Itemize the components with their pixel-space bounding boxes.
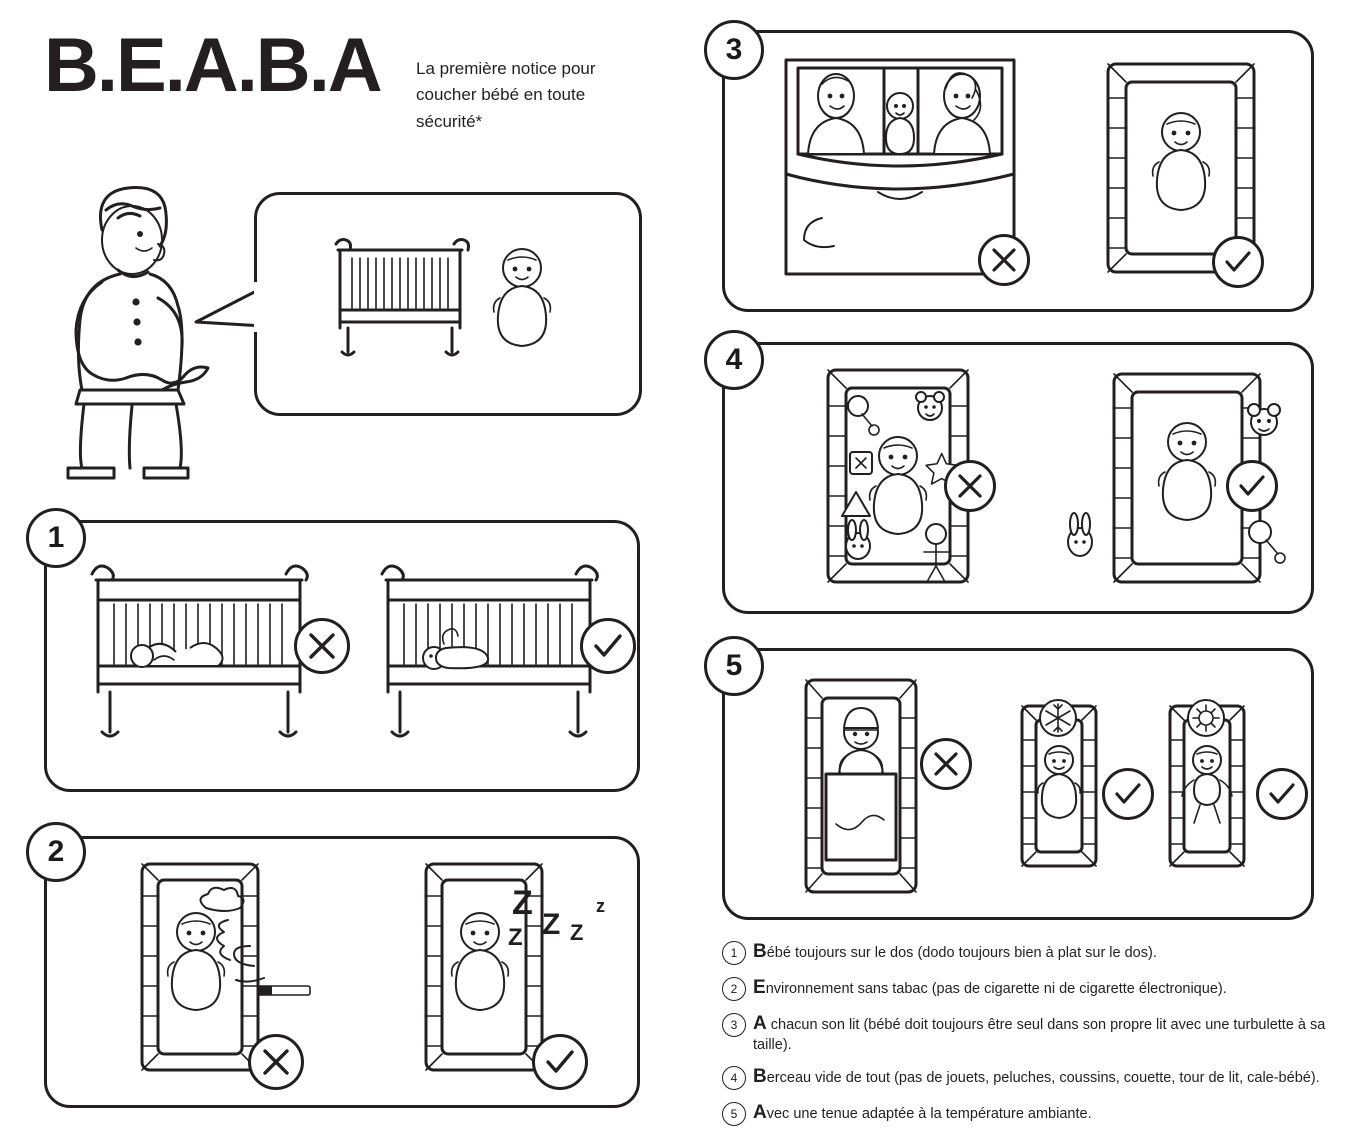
- step-4-wrong-mark: [944, 460, 996, 512]
- step-1-wrong-mark: [294, 618, 350, 674]
- legend-list: [722, 940, 1334, 1137]
- legend-body: ébé toujours sur le dos (dodo toujours bien à plat sur le dos).: [766, 945, 1157, 961]
- baby-on-stomach-in-crib-icon: [84, 556, 314, 746]
- zzz-letter: Z: [512, 884, 533, 922]
- step-5-badge: 5: [704, 636, 764, 696]
- legend-item: [722, 976, 1334, 1001]
- baby-on-back-in-crib-icon: [374, 556, 604, 746]
- step-2-badge: 2: [26, 822, 86, 882]
- baby-under-duvet-overdressed-icon: [796, 674, 926, 898]
- legend-initial: A: [753, 1013, 767, 1034]
- step-5-right-mark-warm: [1256, 768, 1308, 820]
- zzz-letter: Z: [570, 920, 584, 945]
- zzz-letter: Z: [542, 908, 561, 941]
- page-title: B.E.A.B.A: [44, 23, 381, 108]
- swaddled-baby-icon: [484, 246, 560, 350]
- legend-body: nvironnement sans tabac (pas de cigarette ni de cigarette électronique).: [765, 981, 1227, 997]
- legend-body: chacun son lit (bébé doit toujours être seul dans son propre lit avec une turbulette à sa taille).: [753, 1017, 1326, 1053]
- step-5-wrong-mark: [920, 738, 972, 790]
- step-3-badge: 3: [704, 20, 764, 80]
- legend-item: [722, 1101, 1334, 1126]
- crib-icon: [330, 236, 470, 358]
- legend-line: [753, 1101, 1092, 1125]
- bunny-icon-outside: [1060, 504, 1100, 564]
- legend-line: [753, 940, 1157, 964]
- teddy-bear-icon: [916, 392, 944, 420]
- cigarette-smoke-near-baby-icon: [130, 856, 340, 1086]
- step-2-wrong-mark: [248, 1034, 304, 1090]
- step-3-right-mark: [1212, 236, 1264, 288]
- legend-number: 2: [722, 977, 746, 1001]
- snowflake-icon: [1038, 698, 1078, 738]
- legend-number: 4: [722, 1066, 746, 1090]
- legend-line: [753, 1065, 1320, 1089]
- legend-initial: E: [753, 977, 766, 998]
- rattle-icon-outside: [1246, 518, 1290, 566]
- legend-item: [722, 1065, 1334, 1090]
- doll-icon: [924, 524, 948, 580]
- rattle-icon: [848, 396, 879, 435]
- block-icon: [850, 452, 872, 474]
- legend-initial: B: [753, 941, 767, 962]
- sun-icon: [1186, 698, 1226, 738]
- zzz-letter: Z: [508, 924, 523, 951]
- legend-initial: B: [753, 1065, 767, 1087]
- legend-item: [722, 940, 1334, 965]
- step-4-right-mark: [1226, 460, 1278, 512]
- step-4-badge: 4: [704, 330, 764, 390]
- step-1-right-mark: [580, 618, 636, 674]
- legend-item: [722, 1012, 1334, 1054]
- legend-number: 3: [722, 1013, 746, 1037]
- zzz-letter: z: [596, 896, 605, 916]
- legend-number: 5: [722, 1102, 746, 1126]
- legend-initial: A: [753, 1101, 767, 1123]
- bunny-icon: [846, 520, 870, 559]
- legend-body: erceau vide de tout (pas de jouets, peluches, coussins, couette, tour de lit, cale-bébé).: [766, 1069, 1320, 1086]
- teddy-bear-icon-outside: [1240, 392, 1288, 446]
- legend-number: 1: [722, 941, 746, 965]
- legend-body: vec une tenue adaptée à la température ambiante.: [766, 1105, 1092, 1122]
- legend-line: [753, 1012, 1334, 1054]
- step-2-right-mark: [532, 1034, 588, 1090]
- speech-bubble-tail: [196, 282, 266, 332]
- sleep-zzz-group: [498, 884, 628, 974]
- step-1-badge: 1: [26, 508, 86, 568]
- legend-line: [753, 976, 1227, 1000]
- page-subtitle: La première notice pour coucher bébé en toute sécurité*: [416, 59, 596, 131]
- step-3-wrong-mark: [978, 234, 1030, 286]
- step-5-right-mark-cold: [1102, 768, 1154, 820]
